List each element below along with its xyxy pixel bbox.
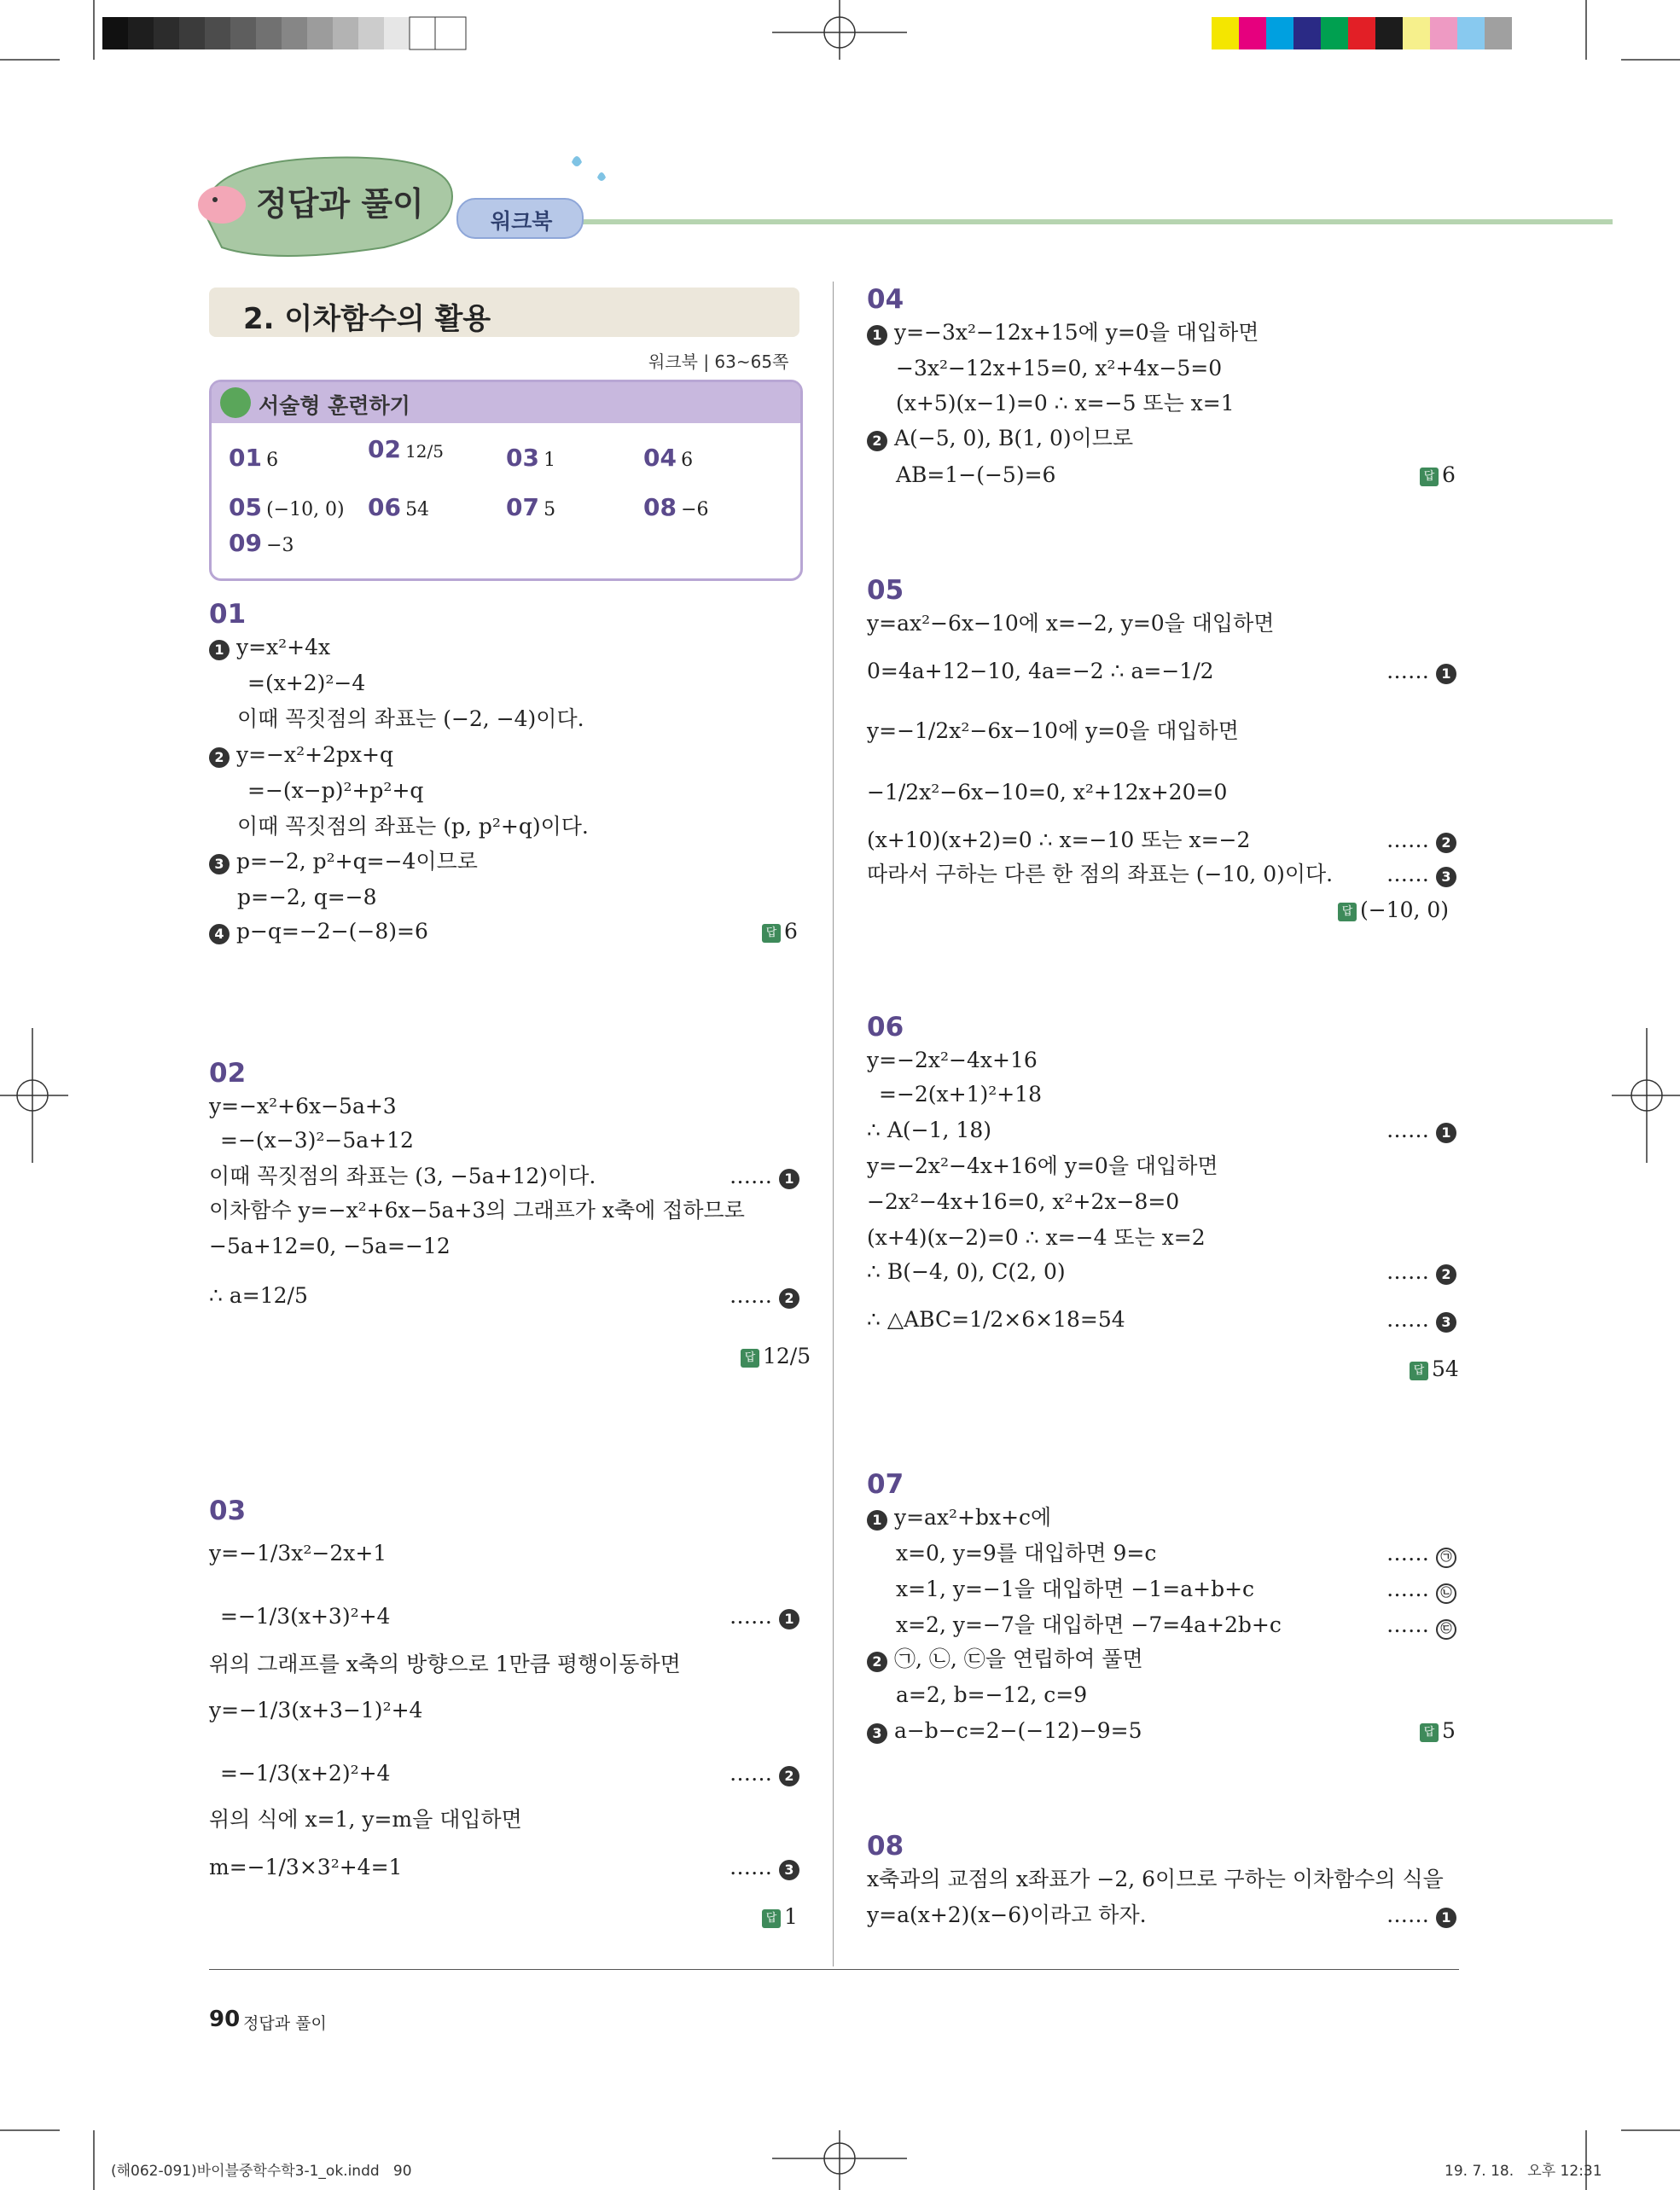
answer-icon: 답	[1338, 903, 1357, 921]
file-info: (해062-091)바이블중학수학3-1_ok.indd 90	[111, 2163, 412, 2180]
solution-line: =−1/3(x+3)²+4	[220, 1604, 391, 1629]
solution-line: 3 a−b−c=2−(−12)−9=5	[867, 1718, 1142, 1744]
solution-line: =−1/3(x+2)²+4	[220, 1761, 391, 1786]
solution-line: 따라서 구하는 다른 한 점의 좌표는 (−10, 0)이다.	[867, 862, 1334, 886]
step-marker: …… 2	[730, 1283, 799, 1309]
solution-line: 2 ㉠, ㉡, ㉢을 연립하여 풀면	[867, 1647, 1143, 1672]
header-banner	[171, 145, 1613, 264]
solution-line: a=2, b=−12, c=9	[896, 1682, 1088, 1707]
solution-line: y=ax²−6x−10에 x=−2, y=0을 대입하면	[867, 611, 1275, 636]
solution-line: =−(x−3)²−5a+12	[220, 1128, 414, 1153]
answer-icon: 답	[1410, 1362, 1428, 1380]
solution-line: 3 p=−2, p²+q=−4이므로	[209, 849, 478, 874]
solution-line: =−2(x+1)²+18	[879, 1082, 1043, 1107]
step-marker: …… 1	[1386, 1902, 1456, 1928]
header-line	[512, 219, 1613, 224]
solution-line: ∴ B(−4, 0), C(2, 0)	[867, 1259, 1066, 1284]
summary-item: 03 1	[506, 444, 556, 472]
solution-line: m=−1/3×3²+4=1	[209, 1855, 403, 1879]
answer: 답 12/5	[741, 1344, 811, 1369]
answer: 답 5	[1420, 1718, 1456, 1744]
solution-line: y=−2x²−4x+16	[867, 1048, 1038, 1072]
summary-item: 01 6	[229, 444, 279, 472]
problem-number: 01	[209, 599, 247, 630]
summary-item: 07 5	[506, 493, 556, 521]
summary-box-title: 서술형 훈련하기	[259, 393, 410, 418]
step-marker: …… 1	[730, 1604, 799, 1629]
solution-line: ∴ a=12/5	[209, 1283, 308, 1308]
solution-line: −1/2x²−6x−10=0, x²+12x+20=0	[867, 780, 1228, 805]
section-title: 2. 이차함수의 활용	[243, 302, 491, 336]
workbook-tag-label: 워크북	[491, 209, 553, 234]
solution-line: x축과의 교점의 x좌표가 −2, 6이므로 구하는 이차함수의 식을	[867, 1867, 1444, 1891]
step-marker: …… 1	[730, 1164, 799, 1189]
step-marker: …… 2	[1386, 828, 1456, 853]
summary-box	[209, 380, 803, 581]
answer: 답 6	[762, 919, 798, 944]
solution-line: 위의 식에 x=1, y=m을 대입하면	[209, 1807, 522, 1832]
solution-line: −3x²−12x+15=0, x²+4x−5=0	[896, 356, 1223, 380]
answer-icon: 답	[741, 1349, 759, 1368]
summary-item: 04 6	[643, 444, 694, 472]
solution-line: 위의 그래프를 x축의 방향으로 1만큼 평행이동하면	[209, 1652, 681, 1676]
solution-line: 1 y=x²+4x	[209, 635, 330, 660]
chameleon-icon	[220, 387, 251, 418]
footer-label: 정답과 풀이	[243, 2014, 327, 2033]
solution-line: 이때 꼭짓점의 좌표는 (−2, −4)이다.	[237, 706, 584, 731]
solution-line: =(x+2)²−4	[247, 671, 366, 695]
summary-item: 05 (−10, 0)	[229, 493, 345, 521]
solution-line: 4 p−q=−2−(−8)=6	[209, 919, 428, 944]
solution-line: x=2, y=−7을 대입하면 −7=4a+2b+c	[896, 1612, 1282, 1637]
page-number: 90	[209, 2007, 241, 2032]
solution-line: y=−x²+6x−5a+3	[209, 1094, 397, 1118]
print-stamp: 19. 7. 18. 오후 12:31	[1445, 2163, 1602, 2180]
solution-line: 0=4a+12−10, 4a=−2 ∴ a=−1/2	[867, 659, 1214, 683]
problem-number: 08	[867, 1831, 904, 1862]
step-marker: …… ㉠	[1386, 1541, 1456, 1568]
answer: 답 6	[1420, 462, 1456, 488]
solution-line: ∴ △ABC=1/2×6×18=54	[867, 1307, 1125, 1332]
solution-line: 이때 꼭짓점의 좌표는 (3, −5a+12)이다.	[209, 1164, 596, 1188]
solution-line: (x+5)(x−1)=0 ∴ x=−5 또는 x=1	[896, 391, 1235, 415]
problem-number: 03	[209, 1496, 247, 1526]
summary-item: 09 −3	[229, 529, 294, 557]
problem-number: 07	[867, 1469, 904, 1500]
solution-line: x=0, y=9를 대입하면 9=c	[896, 1541, 1157, 1566]
solution-line: 1 y=−3x²−12x+15에 y=0을 대입하면	[867, 320, 1259, 346]
answer-icon: 답	[1420, 468, 1439, 486]
problem-number: 06	[867, 1012, 904, 1043]
solution-line: y=−1/2x²−6x−10에 y=0을 대입하면	[867, 718, 1239, 743]
solution-line: AB=1−(−5)=6	[896, 462, 1056, 487]
step-marker: …… 1	[1386, 1118, 1456, 1143]
answer-icon: 답	[762, 1909, 781, 1928]
solution-line: =−(x−p)²+p²+q	[247, 778, 424, 803]
solution-line: 1 y=ax²+bx+c에	[867, 1505, 1051, 1531]
solution-line: 2 y=−x²+2px+q	[209, 742, 393, 768]
answer: 답 1	[762, 1904, 798, 1930]
workbook-tag	[456, 198, 584, 239]
problem-number: 04	[867, 284, 904, 315]
answer: 답 (−10, 0)	[1338, 897, 1449, 923]
summary-item: 02 12/5	[368, 435, 444, 463]
step-marker: …… 3	[1386, 862, 1456, 887]
summary-item: 06 54	[368, 493, 430, 521]
page-range: 워크북 | 63~65쪽	[648, 351, 789, 372]
step-marker: …… 2	[730, 1761, 799, 1786]
solution-line: (x+10)(x+2)=0 ∴ x=−10 또는 x=−2	[867, 828, 1251, 852]
problem-number: 05	[867, 575, 904, 606]
solution-line: ∴ A(−1, 18)	[867, 1118, 991, 1142]
solution-line: 이차함수 y=−x²+6x−5a+3의 그래프가 x축에 접하므로	[209, 1198, 745, 1223]
step-marker: …… 1	[1386, 659, 1456, 684]
solution-line: −5a+12=0, −5a=−12	[209, 1234, 451, 1258]
header-title: 정답과 풀이	[256, 185, 424, 223]
solution-line: 2 A(−5, 0), B(1, 0)이므로	[867, 426, 1133, 451]
problem-number: 02	[209, 1058, 247, 1089]
column-divider	[833, 282, 834, 1966]
step-marker: …… ㉡	[1386, 1577, 1456, 1604]
solution-line: y=−2x²−4x+16에 y=0을 대입하면	[867, 1153, 1218, 1178]
solution-line: (x+4)(x−2)=0 ∴ x=−4 또는 x=2	[867, 1225, 1206, 1250]
grayscale-bar	[102, 17, 466, 49]
footer-rule	[209, 1969, 1459, 1970]
step-marker: …… 3	[730, 1855, 799, 1880]
solution-line: p=−2, q=−8	[237, 885, 377, 909]
step-marker: …… ㉢	[1386, 1612, 1456, 1640]
solution-line: x=1, y=−1을 대입하면 −1=a+b+c	[896, 1577, 1255, 1601]
summary-item: 08 −6	[643, 493, 709, 521]
solution-line: 이때 꼭짓점의 좌표는 (p, p²+q)이다.	[237, 814, 589, 839]
solution-line: y=a(x+2)(x−6)이라고 하자.	[867, 1902, 1147, 1927]
solution-line: y=−1/3(x+3−1)²+4	[209, 1698, 423, 1722]
answer-icon: 답	[1420, 1723, 1439, 1742]
section-title-bar	[209, 288, 799, 337]
color-bar	[1212, 17, 1512, 49]
solution-line: −2x²−4x+16=0, x²+2x−8=0	[867, 1189, 1180, 1214]
answer: 답 54	[1410, 1356, 1459, 1382]
step-marker: …… 2	[1386, 1259, 1456, 1285]
answer-icon: 답	[762, 924, 781, 943]
step-marker: …… 3	[1386, 1307, 1456, 1333]
solution-line: y=−1/3x²−2x+1	[209, 1541, 387, 1566]
